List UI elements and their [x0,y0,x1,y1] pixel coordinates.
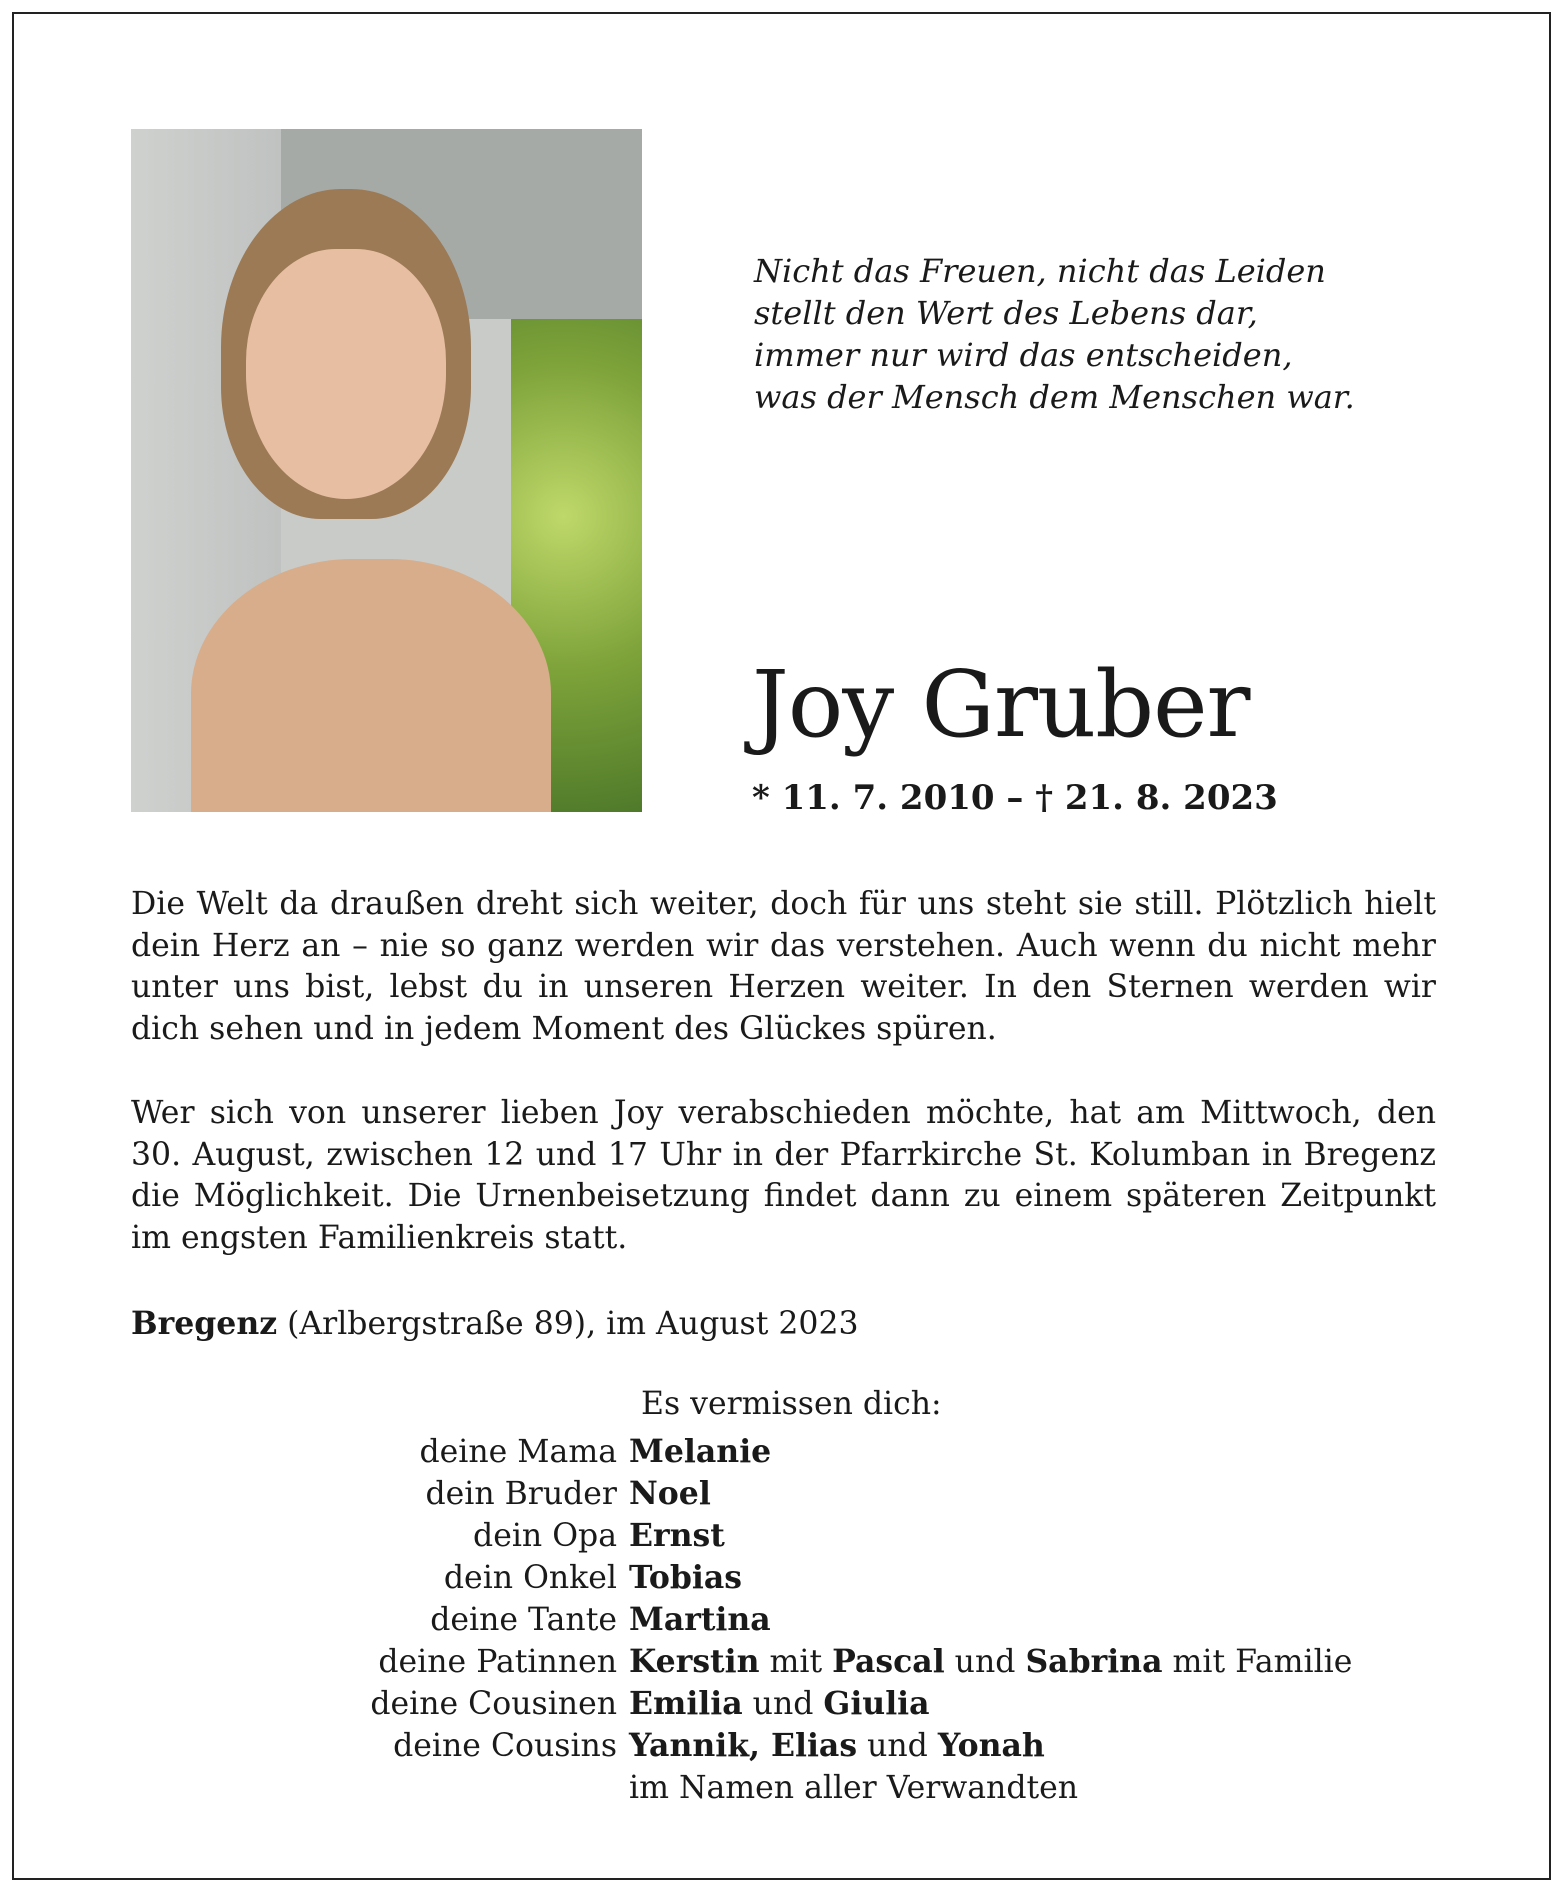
mourner-row [0,1515,1567,1557]
relation: dein Opa [473,1518,617,1554]
mourner-row [0,1683,1567,1725]
mourner-name: Ernst [629,1517,725,1554]
mourner-names [629,1767,1078,1809]
mourner-names [629,1683,930,1725]
mourner-row [0,1557,1567,1599]
mourner-name: Pascal [832,1643,945,1680]
mourner-name: Martina [629,1601,771,1638]
connector-text: im Namen aller Verwandten [629,1770,1079,1806]
mourner-row [0,1641,1567,1683]
relation: dein Onkel [443,1560,617,1596]
mourner-name: Giulia [823,1685,930,1722]
mourner-names [629,1725,1045,1767]
mourner-row [0,1431,1567,1473]
mourner-row [0,1767,1567,1809]
mourner-name: Yannik, Elias [629,1727,858,1764]
connector-text: und [857,1728,938,1764]
paragraph-1: Die Welt da draußen dreht sich weiter, doch für uns steht sie still. Plötzlich hielt dein Herz an – nie so ganz werden wir das verstehen. Auch wenn du nicht mehr unter uns bist, lebst du in unseren Herzen weiter. In den Sternen werden wir dich sehen und in jedem Moment des Glückes spüren. [131,886,1436,1047]
mourner-name: Sabrina [1025,1643,1163,1680]
mourner-name: Tobias [629,1559,742,1596]
mourner-name: Yonah [937,1727,1045,1764]
mourners-heading: Es vermissen dich: [641,1386,942,1422]
relation: deine Patinnen [378,1644,617,1680]
mourner-names [629,1599,771,1641]
mourner-names [629,1473,711,1515]
mourner-names [629,1557,742,1599]
life-dates: * 11. 7. 2010 – † 21. 8. 2023 [752,778,1278,818]
connector-text: und [944,1644,1026,1680]
relation [0,1767,629,1809]
mourner-names [629,1431,771,1473]
connector-text: mit [759,1644,833,1680]
mourner-row [0,1599,1567,1641]
relation: deine Mama [419,1434,617,1470]
mourner-name: Emilia [629,1685,743,1722]
place-date [131,1305,859,1342]
place-city: Bregenz [131,1305,278,1342]
relation: dein Bruder [425,1476,617,1512]
mourner-row [0,1725,1567,1767]
mourner-name: Noel [629,1475,711,1512]
mourner-name: Kerstin [629,1643,760,1680]
relation: deine Cousinen [370,1686,617,1722]
place-rest: (Arlbergstraße 89), im August 2023 [277,1306,859,1342]
mourner-names [629,1641,1352,1683]
relation: deine Tante [430,1602,617,1638]
mourners-list [0,1431,1567,1809]
relation: deine Cousins [393,1728,617,1764]
paragraph-2: Wer sich von unserer lieben Joy verabschieden möchte, hat am Mittwoch, den 30. August, zwischen 12 und 17 Uhr in der Pfarrkirche St. Kolumban in Bregenz die Möglichkeit. Die Urnenbeisetzung findet dann zu einem späteren Zeitpunkt im engsten Familienkreis statt. [131,1095,1436,1256]
connector-text: mit Familie [1162,1644,1353,1680]
connector-text: und [742,1686,824,1722]
mourner-name: Melanie [629,1433,772,1470]
mourner-row [0,1473,1567,1515]
quote: Nicht das Freuen, nicht das Leiden stellt den Wert des Lebens dar, immer nur wird das entscheiden, was der Mensch dem Menschen war. [754,252,1355,416]
mourner-names [629,1515,725,1557]
deceased-name: Joy Gruber [752,651,1250,758]
portrait-photo [131,129,642,812]
